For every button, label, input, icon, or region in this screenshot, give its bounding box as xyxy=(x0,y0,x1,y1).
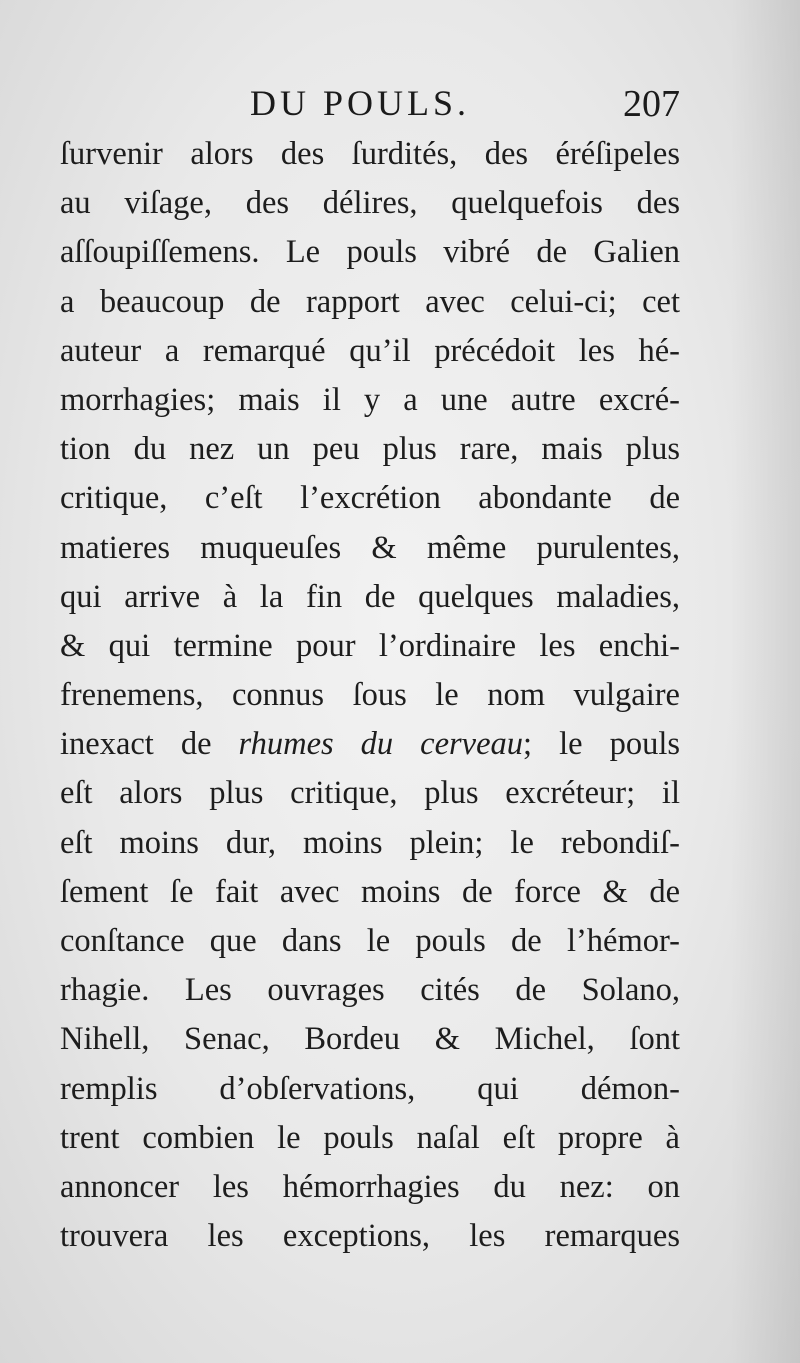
text-line: critique, c’eſt l’excrétion abondante de xyxy=(60,480,680,517)
text-line xyxy=(60,720,680,769)
text-line: & qui termine pour l’ordinaire les enchi- xyxy=(60,627,680,664)
text-line: aſſoupiſſemens. Le pouls vibré de Galien xyxy=(60,234,680,271)
italic-term: rhumes du cerveau xyxy=(238,726,524,763)
text-line: trent combien le pouls naſal eſt propre à xyxy=(60,1119,680,1156)
text-line: a beaucoup de rapport avec celui-ci; cet xyxy=(60,283,680,320)
text-line: morrhagies; mais il y a une autre excré- xyxy=(60,381,680,418)
text-line: ſurvenir alors des ſurdités, des éréſipeles xyxy=(60,136,680,172)
text-line: matieres muqueuſes & même purulentes, xyxy=(60,529,680,566)
text-line: au viſage, des délires, quelquefois des xyxy=(60,185,680,222)
text-line: annoncer les hémorrhagies du nez: on xyxy=(60,1168,680,1205)
text-line: conſtance que dans le pouls de l’hémor- xyxy=(60,923,680,959)
body-text xyxy=(60,130,680,1261)
text-line: ſement ſe fait avec moins de force & de xyxy=(60,873,680,910)
text-line: tion du nez un peu plus rare, mais plus xyxy=(60,431,680,468)
text-line: remplis d’obſervations, qui démon- xyxy=(60,1070,680,1107)
text-line: rhagie. Les ouvrages cités de Solano, xyxy=(60,972,680,1009)
page-header xyxy=(250,82,680,132)
text-line: Nihell, Senac, Bordeu & Michel, ſont xyxy=(60,1021,680,1058)
line-text: inexact de xyxy=(60,726,239,763)
text-line: eſt alors plus critique, plus excréteur; il xyxy=(60,775,680,812)
text-line: auteur a remarqué qu’il précédoit les hé- xyxy=(60,332,680,369)
line-text: ; le pouls xyxy=(523,726,680,763)
text-line: trouvera les exceptions, les remarques xyxy=(60,1218,680,1255)
text-line: eſt moins dur, moins plein; le rebondiſ- xyxy=(60,824,680,861)
running-title: DU POULS. xyxy=(250,83,471,123)
text-line: qui arrive à la fin de quelques maladies, xyxy=(60,578,680,615)
page-edge-shadow xyxy=(730,0,800,1363)
text-line: frenemens, connus ſous le nom vulgaire xyxy=(60,677,680,714)
page-number: 207 xyxy=(623,83,680,125)
